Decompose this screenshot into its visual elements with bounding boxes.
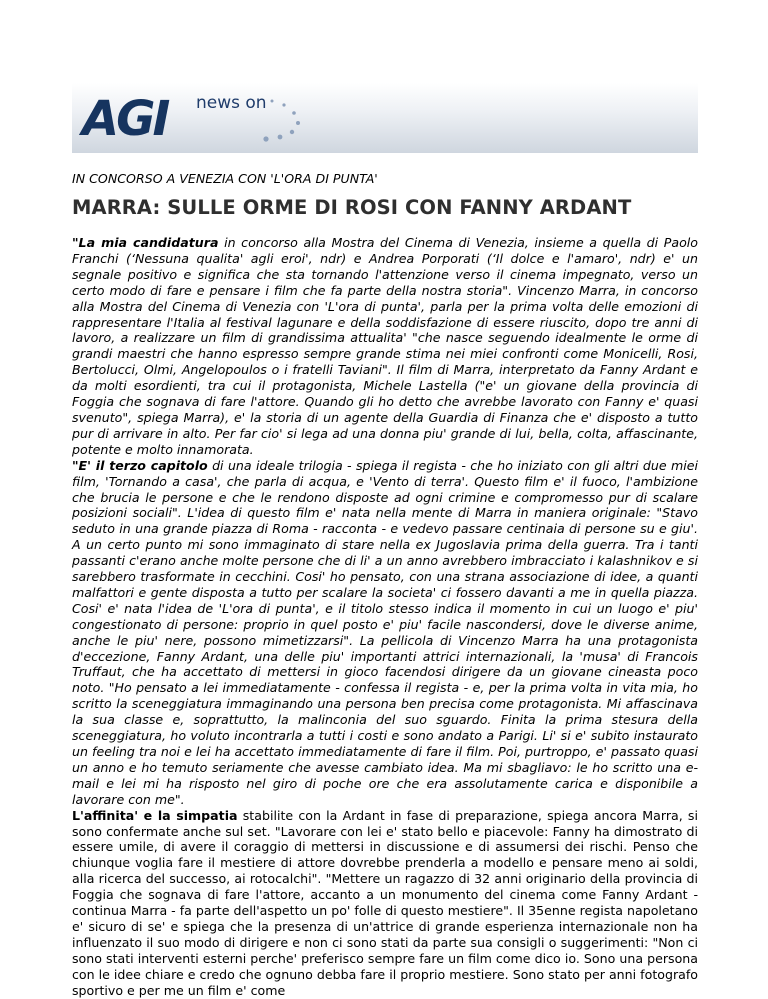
agi-news-on-banner xyxy=(72,83,698,153)
article-body xyxy=(72,235,698,999)
news-on-logo: news on xyxy=(196,93,267,113)
paragraph-3 xyxy=(72,808,698,999)
paragraph-2 xyxy=(72,458,698,808)
paragraph-1 xyxy=(72,235,698,458)
dots-swoosh-icon xyxy=(262,89,382,149)
article-overline: IN CONCORSO A VENEZIA CON 'L'ORA DI PUNTA' xyxy=(72,171,378,186)
paragraph-2-text: di una ideale trilogia - spiega il regista - che ho iniziato con gli altri due miei film, 'Tornando a casa', che parla di acqua, e 'Vento di terra'. Questo film e' il fuoco, l'ambizione che brucia le persone e che le rendono disposte ad ogni crimine e compromesso pur di scalare posizioni sociali". L'idea di questo film e' nata nella mente di Marra in maniera originale: "Stavo seduto in una grande piazza di Roma - racconta - e vedevo passare centinaia di persone su e giu'. A un certo punto mi sono immaginato di stare nella ex Jugoslavia prima della guerra. Tra i tanti passanti c'erano anche molte persone che di li' a un anno avrebbero imbracciato i kalashnikov e si sarebbero trasformate in cecchini. Cosi' ho pensato, con una strana associazione di idee, a quanti malfattori e gente disposta a tutto per scalare la societa' ci fossero davanti a me in quella piazza. Cosi' e' nata l'idea de 'L'ora di punta', e il titolo stesso indica il momento in cui un luogo e' piu' congestionato di persone: proprio in quel posto e' piu' facile nascondersi, dove le diverse anime, anche le piu' nere, possono mimetizzarsi". La pellicola di Vincenzo Marra ha una protagonista d'eccezione, Fanny Ardant, una delle piu' importanti attrici internazionali, la 'musa' di Francois Truffaut, che ha accettato di mettersi in gioco facendosi dirigere da un giovane cineasta poco noto. "Ho pensato a lei immediatamente - confessa il regista - e, per la prima volta in vita mia, ho scritto la sceneggiatura immaginando una persona ben precisa come protagonista. Mi affascinava la sua classe e, soprattutto, la malinconia del suo sguardo. Finita la prima stesura della sceneggiatura, ho voluto incontrarla a tutti i costi e sono andato a Parigi. Li' si e' subito instaurato un feeling tra noi e lei ha accettato immediatamente di fare il film. Poi, purtroppo, e' passato quasi un anno e ho temuto seriamente che avesse cambiato idea. Ma mi sbagliavo: le ho scritto una e-mail e lei mi ha risposto nel giro di poche ore che era assolutamente carica e disponibile a lavorare con me". xyxy=(72,457,698,807)
paragraph-3-lead: L'affinita' e la simpatia xyxy=(72,807,238,823)
paragraph-3-text: stabilite con la Ardant in fase di preparazione, spiega ancora Marra, si sono confermate anche sul set. "Lavorare con lei e' stato bello e piacevole: Fanny ha dimostrato di essere umile, di avere il coraggio di mettersi in discussione e di assumersi dei rischi. Penso che chiunque voglia fare il mestiere di attore dovrebbe prenderla a modello e pensare meno ai soldi, alla ricerca del successo, ai rotocalchi". "Mettere un ragazzo di 32 anni originario della provincia di Foggia che sognava di fare l'attore, accanto a un monumento del cinema come Fanny Ardant - continua Marra - fa parte dell'aspetto un po' folle di questo mestiere". Il 35enne regista napoletano e' sicuro di se' e spiega che la presenza di un'attrice di grande esperienza internazionale non ha influenzato il suo modo di dirigere e non ci sono stati da parte sua consigli o suggerimenti: "Non ci sono stati interventi esterni perche' preferisco sempre fare un film come dico io. Sono una persona con le idee chiare e credo che ognuno debba fare il proprio mestiere. Sono stato per anni fotografo sportivo e per me un film e' come xyxy=(72,807,698,998)
article-title: MARRA: SULLE ORME DI ROSI CON FANNY ARDANT xyxy=(72,196,632,219)
paragraph-2-lead: "E' il terzo capitolo xyxy=(72,457,208,473)
agi-logo: AGI xyxy=(82,91,168,147)
paragraph-1-text: in concorso alla Mostra del Cinema di Venezia, insieme a quella di Paolo Franchi (‘Nessuna qualita' agli eroi', ndr) e Andrea Porporati (‘Il dolce e l'amaro', ndr) e' un segnale positivo e significa che sta tornando l'attenzione verso il cinema impegnato, verso un certo modo di fare e pensare i film che fa parte della nostra storia". Vincenzo Marra, in concorso alla Mostra del Cinema di Venezia con 'L'ora di punta', parla per la prima volta delle emozioni di rappresentare l'Italia al festival lagunare e della soddisfazione di essere riuscito, dopo tre anni di lavoro, a realizzare un film di grandissima attualita' "che nasce seguendo idealmente le orme di grandi maestri che hanno espresso sempre grande stima nei miei confronti come Monicelli, Rosi, Bertolucci, Olmi, Angelopoulos o i fratelli Taviani". Il film di Marra, interpretato da Fanny Ardant e da molti esordienti, tra cui il protagonista, Michele Lastella ("e' un giovane della provincia di Foggia che sognava di fare l'attore. Quando gli ho detto che avrebbe lavorato con Fanny e' quasi svenuto", spiega Marra), e' la storia di un agente della Guardia di Finanza che e' disposto a tutto pur di arrivare in alto. Per far cio' si lega ad una donna piu' grande di lui, bella, colta, affascinante, potente e molto innamorata. xyxy=(72,235,698,457)
paragraph-1-lead: "La mia candidatura xyxy=(72,235,219,250)
